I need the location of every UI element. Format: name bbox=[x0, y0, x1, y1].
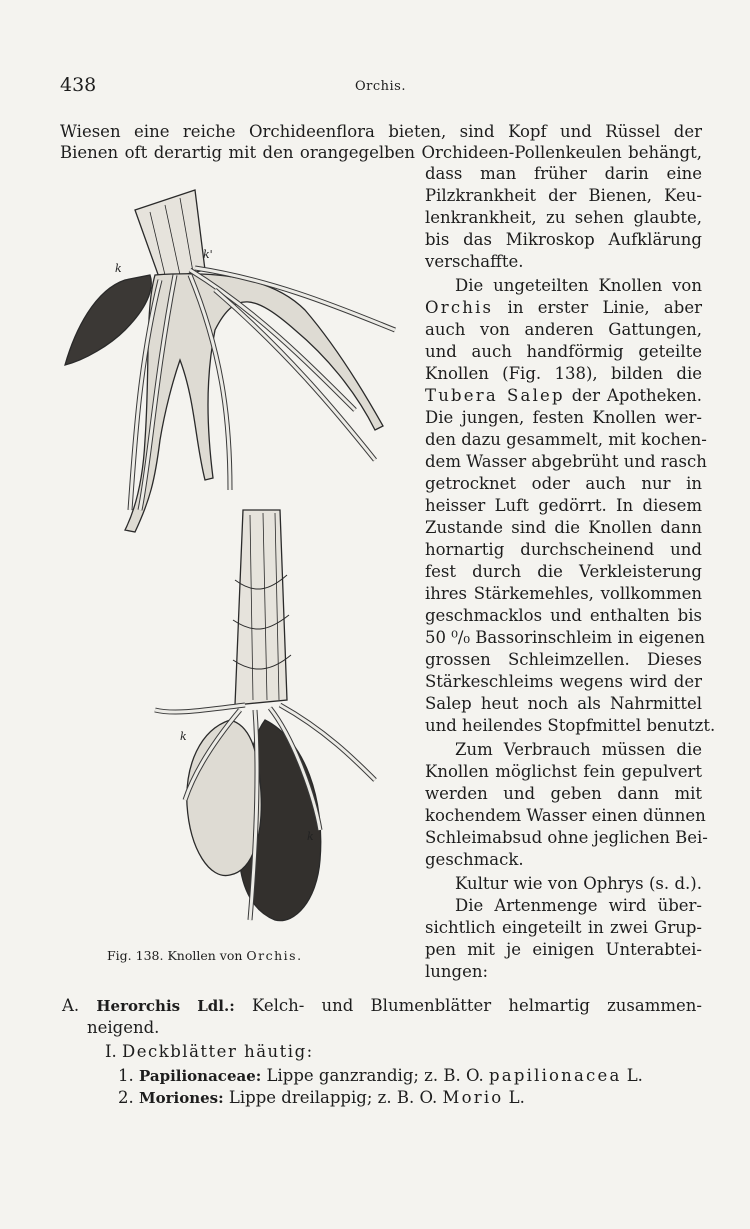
text-line: Pilzkrankheit der Bienen, Keu- bbox=[425, 186, 702, 205]
page-header bbox=[0, 74, 750, 98]
class-item-1: 1. Papilionaceae: Lippe ganzrandig; z. B. O. papilionacea L. bbox=[118, 1066, 643, 1085]
text-line: und auch handförmig geteilte bbox=[425, 342, 702, 361]
text-line: pen mit je einigen Unterabtei- bbox=[425, 940, 702, 959]
text-line: hornartig durchscheinend und bbox=[425, 540, 702, 559]
text-line: grossen Schleimzellen. Dieses bbox=[425, 650, 702, 669]
text-line: kochendem Wasser einen dünnen bbox=[425, 806, 706, 825]
figure-orchis-tubers bbox=[55, 180, 425, 940]
text-line: Knollen (Fig. 138), bilden die bbox=[425, 364, 702, 383]
text-line: Schleimabsud ohne jeglichen Bei- bbox=[425, 828, 708, 847]
text-line: Die Artenmenge wird über- bbox=[455, 896, 702, 915]
text-line: lenkrankheit, zu sehen glaubte, bbox=[425, 208, 702, 227]
text-line: Zustande sind die Knollen dann bbox=[425, 518, 702, 537]
running-title: Orchis. bbox=[355, 79, 406, 94]
round-tuber-drawing bbox=[155, 510, 375, 921]
label-k-prime: k' bbox=[203, 248, 213, 261]
text-line: Die jungen, festen Knollen wer- bbox=[425, 408, 702, 427]
text-line: Die ungeteilten Knollen von bbox=[455, 276, 702, 295]
class-a-line: A. Herorchis Ldl.: Kelch- und Blumenblätter helmartig zusammen- bbox=[62, 996, 702, 1015]
page-number: 438 bbox=[60, 74, 97, 96]
text-line: Bienen oft derartig mit den orangegelben Orchideen-Pollenkeulen behängt, bbox=[60, 143, 702, 162]
text-line: Knollen möglichst fein gepulvert bbox=[425, 762, 702, 781]
text-line: neigend. bbox=[87, 1018, 160, 1037]
figure-caption: Fig. 138. Knollen von Orchis. bbox=[107, 948, 302, 963]
text-line: bis das Mikroskop Aufklärung bbox=[425, 230, 702, 249]
text-line: dass man früher darin eine bbox=[425, 164, 702, 183]
text-line: den dazu gesammelt, mit kochen- bbox=[425, 430, 707, 449]
text-line: Stärkeschleims wegens wird der bbox=[425, 672, 702, 691]
text-line: Zum Verbrauch müssen die bbox=[455, 740, 702, 759]
text-line: auch von anderen Gattungen, bbox=[425, 320, 702, 339]
palmate-tuber-drawing bbox=[65, 190, 395, 532]
text-line: 50 ⁰/₀ Bassorinschleim in eigenen bbox=[425, 628, 705, 647]
text-line: heisser Luft gedörrt. In diesem bbox=[425, 496, 702, 515]
text-line: geschmack. bbox=[425, 850, 524, 869]
text-line: und heilendes Stopfmittel benutzt. bbox=[425, 716, 716, 735]
text-line: werden und geben dann mit bbox=[425, 784, 702, 803]
text-line: ihres Stärkemehles, vollkommen bbox=[425, 584, 702, 603]
svg-text:k: k bbox=[180, 730, 187, 743]
text-line: Kultur wie von Ophrys (s. d.). bbox=[455, 874, 702, 893]
text-line: geschmacklos und enthalten bis bbox=[425, 606, 702, 625]
class-i-line: I. Deckblätter häutig: bbox=[105, 1042, 314, 1061]
text-line: dem Wasser abgebrüht und rasch bbox=[425, 452, 707, 471]
text-line: Wiesen eine reiche Orchideenflora bieten, sind Kopf und Rüssel der bbox=[60, 122, 702, 141]
text-line: sichtlich eingeteilt in zwei Grup- bbox=[425, 918, 702, 937]
label-k: k bbox=[115, 262, 122, 275]
svg-text:k: k bbox=[307, 830, 314, 843]
class-item-2: 2. Moriones: Lippe dreilappig; z. B. O. Morio L. bbox=[118, 1088, 525, 1107]
text-line: lungen: bbox=[425, 962, 489, 981]
tuber-illustration bbox=[55, 180, 425, 940]
text-line: verschaffte. bbox=[425, 252, 524, 271]
text-line: Salep heut noch als Nahrmittel bbox=[425, 694, 702, 713]
text-line: Orchis in erster Linie, aber bbox=[425, 298, 702, 317]
text-line: getrocknet oder auch nur in bbox=[425, 474, 702, 493]
text-line: Tubera Salep der Apotheken. bbox=[425, 386, 702, 405]
text-line: fest durch die Verkleisterung bbox=[425, 562, 702, 581]
